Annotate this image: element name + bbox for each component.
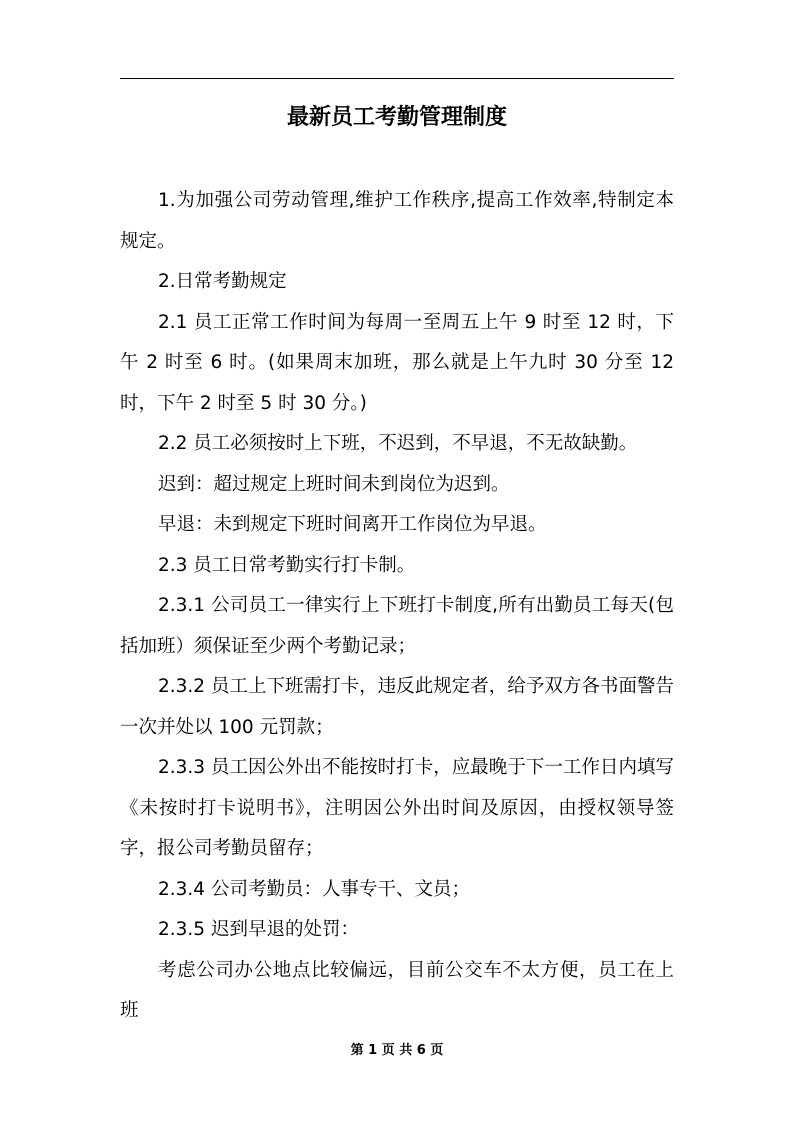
- paragraph: 早退：未到规定下班时间离开工作岗位为早退。: [158, 514, 547, 535]
- paragraph: 2.3.3 员工因公外出不能按时打卡，应最晚于下一工作日内填写《未按时打卡说明书》，注明因公外出时间及原因，由授权领导签字，报公司考勤员留存；: [120, 757, 674, 859]
- document-title: 最新员工考勤管理制度: [286, 105, 507, 130]
- page-footer: 第 1 页 共 6 页: [350, 1043, 444, 1058]
- paragraph: 考虑公司办公地点比较偏远，目前公交车不太方便，员工在上班: [120, 959, 674, 1021]
- header-rule: [120, 78, 674, 79]
- paragraph: 迟到：超过规定上班时间未到岗位为迟到。: [158, 473, 510, 495]
- paragraph: 2.3.4 公司考勤员：人事专干、文员；: [158, 878, 470, 900]
- paragraph: 2.1 员工正常工作时间为每周一至周五上午 9 时至 12 时，下午 2 时至 6 时。(如果周末加班，那么就是上午九时 30 分至 12 时，下午 2 时至 5 时 30 分。): [120, 311, 674, 414]
- paragraph: 2.日常考勤规定: [158, 271, 287, 292]
- paragraph: 2.3 员工日常考勤实行打卡制。: [158, 554, 416, 576]
- document-body: [120, 181, 674, 1032]
- paragraph: 2.3.1 公司员工一律实行上下班打卡制度,所有出勤员工每天(包括加班）须保证至少两个考勤记录；: [120, 595, 674, 657]
- paragraph: 2.3.5 迟到早退的处罚：: [158, 919, 359, 940]
- paragraph: 2.2 员工必须按时上下班，不迟到，不早退，不无故缺勤。: [158, 433, 638, 454]
- paragraph: 1.为加强公司劳动管理,维护工作秩序,提高工作效率,特制定本规定。: [120, 190, 674, 252]
- paragraph: 2.3.2 员工上下班需打卡，违反此规定者，给予双方各书面警告一次并处以 100 元罚款；: [120, 676, 674, 738]
